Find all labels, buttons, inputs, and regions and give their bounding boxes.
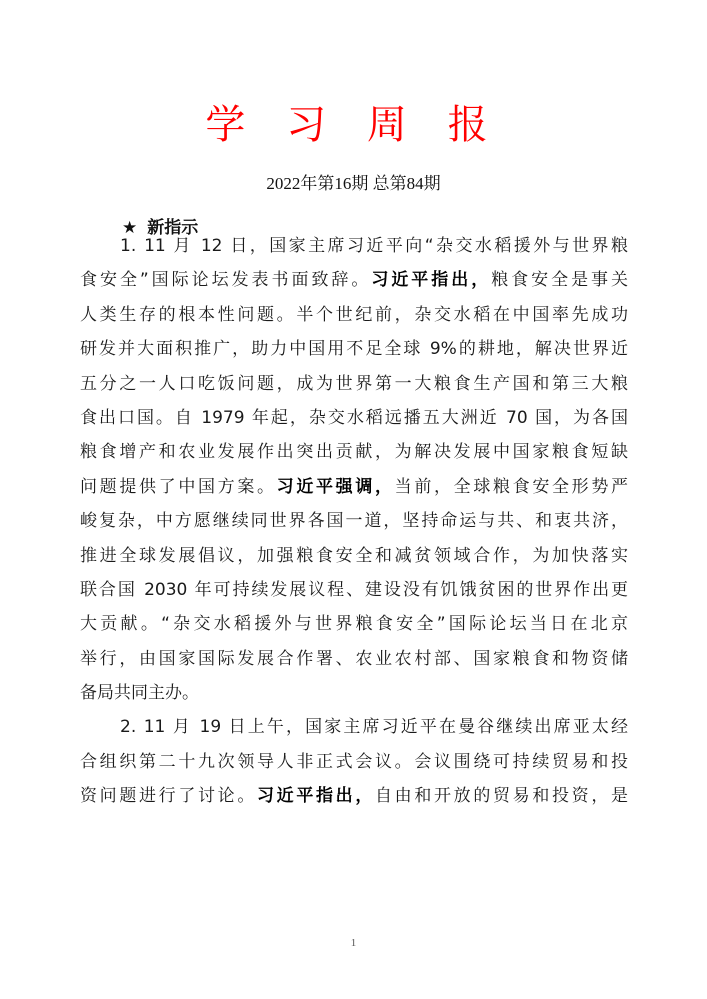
text-run: 备局共同主办。	[80, 683, 199, 704]
text-run: 合组织第二十九次领导人非正式会议。会议围绕可持续贸易和投	[80, 751, 628, 772]
text-line	[80, 779, 628, 813]
text-run: 当前，全球粮食安全形势严	[394, 476, 629, 497]
page-number: 1	[350, 937, 357, 949]
text-line	[80, 539, 628, 573]
text-line	[80, 710, 628, 744]
text-line	[80, 435, 628, 469]
text-line	[80, 367, 628, 401]
text-line	[80, 504, 628, 538]
document-title: 学 习 周 报	[205, 102, 502, 148]
text-run: 资问题进行了讨论。	[80, 786, 257, 807]
issue-number: 2022年第16期 总第84期	[266, 174, 441, 193]
article-body	[80, 229, 628, 814]
text-run: 五分之一人口吃饭问题，成为世界第一大粮食生产国和第三大粮	[80, 373, 628, 394]
text-line	[80, 676, 628, 710]
text-line	[80, 573, 628, 607]
text-run: 研发并大面积推广，助力中国用不足全球 9%的耕地，解决世界近	[80, 339, 628, 360]
text-run: 联合国 2030 年可持续发展议程、建设没有饥饿贫困的世界作出更	[80, 579, 628, 600]
text-line	[80, 298, 628, 332]
text-line	[80, 607, 628, 641]
text-run: 峻复杂，中方愿继续同世界各国一道，坚持命运与共、和衷共济，	[80, 511, 628, 532]
text-run: 粮食增产和农业发展作出突出贡献，为解决发展中国家粮食短缺	[80, 442, 628, 463]
star-icon: ★	[122, 218, 138, 238]
text-run: 粮食安全是事关	[491, 270, 629, 291]
section-heading-text: 新指示	[147, 218, 199, 238]
text-run: 食出口国。自 1979 年起，杂交水稻远播五大洲近 70 国，为各国	[80, 407, 628, 428]
emphasis-text: 习近平指出，	[371, 270, 492, 291]
emphasis-text: 习近平指出，	[257, 786, 375, 807]
text-run: 食安全”国际论坛发表书面致辞。	[80, 270, 372, 291]
text-run: 大贡献。“杂交水稻援外与世界粮食安全”国际论坛当日在北京	[80, 614, 628, 635]
emphasis-text: 习近平强调，	[276, 476, 395, 497]
text-run: 人类生存的根本性问题。半个世纪前，杂交水稻在中国率先成功	[80, 304, 628, 325]
text-line	[80, 229, 628, 263]
text-run: 1. 11 月 12 日，国家主席习近平向“杂交水稻援外与世界粮	[120, 236, 628, 256]
text-line	[80, 642, 628, 676]
text-line	[80, 332, 628, 366]
text-run: 举行，由国家国际发展合作署、农业农村部、国家粮食和物资储	[80, 648, 628, 669]
text-run: 问题提供了中国方案。	[80, 476, 277, 497]
text-line	[80, 470, 628, 504]
text-run: 自由和开放的贸易和投资，是	[375, 786, 628, 807]
text-line	[80, 745, 628, 779]
text-run: 推进全球发展倡议，加强粮食安全和减贫领域合作，为加快落实	[80, 545, 628, 566]
text-line	[80, 263, 628, 297]
text-line	[80, 401, 628, 435]
text-run: 2. 11 月 19 日上午，国家主席习近平在曼谷继续出席亚太经	[120, 717, 628, 738]
